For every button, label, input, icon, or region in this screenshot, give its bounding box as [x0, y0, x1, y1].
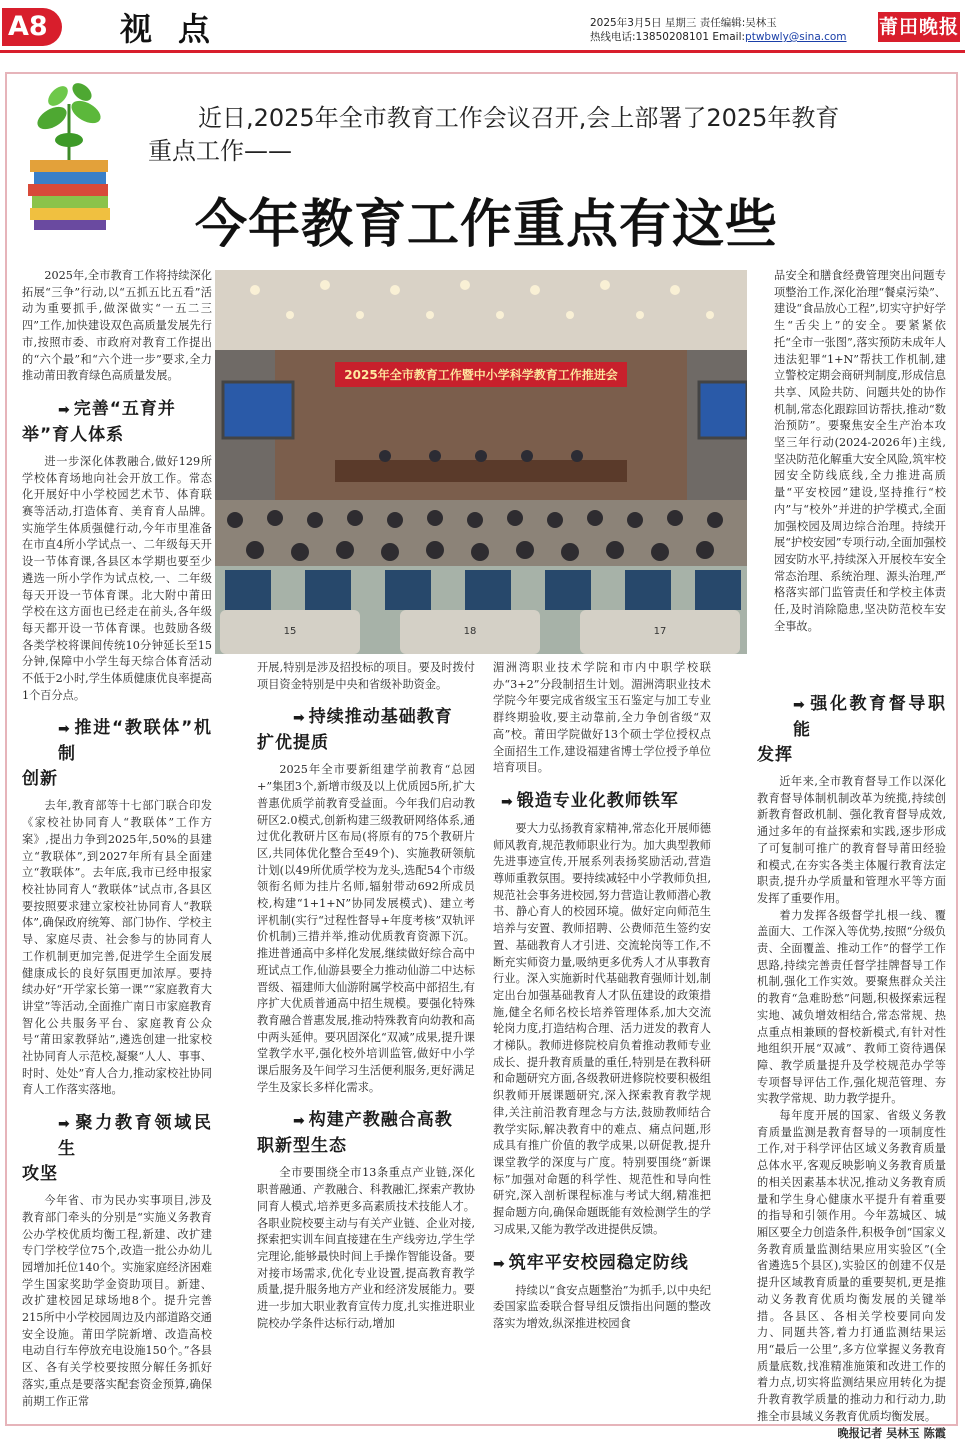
section-name: 视点 — [120, 10, 237, 48]
subheading-safe-campus: ➡ 筑牢平安校园稳定防线 — [493, 1252, 689, 1273]
arrow-icon: ➡ — [493, 1255, 506, 1272]
byline: 晚报记者 吴林玉 陈霞 — [837, 1426, 946, 1441]
body-paragraph: 今年省、市为民办实事项目,涉及教育部门牵头的分别是“实施义务教育公办学校优质均衡工程,新建、改扩建专门学校学位75个,改造一批公办幼儿园增加托位140个。实施家庭经济困难学生国家奖助学金资助项目。新建、改扩建校园足球场地8个。提升完善215所中小学校园周边及内部道路交通安全设施。莆田学院新增、改造高校电动自行车停放充电设施150个。”各县区、各有关学校要按照分解任务抓好落实,重点是要落实配套资金预算,确保前期工作正常 — [22, 1194, 212, 1408]
masthead-meta — [590, 16, 847, 44]
arrow-icon: ➡ — [58, 1116, 71, 1133]
presidium-table — [335, 460, 627, 482]
arrow-icon: ➡ — [793, 697, 806, 713]
body-paragraph: 去年,教育部等十七部门联合印发《家校社协同育人“教联体”工作方案》,提出力争到2025年,50%的县建立“教联体”,到2027年所有县全面建立“教联体”。去年底,我市已经申报家校社协同育人“教联体”试点市,各县区要按照要求建立家校社协同育人“教联体”,确保政府统筹、部门协作、学校主导、家庭尽责、社会参与的协同育人工作机制更加完善,促进学生全面发展健康成长的良好氛围更加浓厚。要持续办好“开学家长第一课”“家庭教育大讲堂”等活动,全面推广南日市家庭教育智化公共服务平台、家庭教育公众号“莆田家教驿站”,遴选创建一批家校社协同育人示范校,凝聚“人人、事事、时时、处处”育人合力,推动家校社协同育人工作落实落地。 — [22, 799, 212, 1097]
body-paragraph: 2025年全市要新组建学前教育“总园+”集团3个,新增市级及以上优质园5所,扩大普惠优质学前教育受益面。今年我们启动教研区2.0模式,创新构建三级教研网络体系,通过优化教研片区布局(将原有的75个教研片区,共同体优化整合至49个)、实施教研领航计划(以49所优质学校为龙头,选配54个市级领衔名师为挂片名师,辐射带动692所成员校,构建“1+1+N”协同发展模式)、建立考评机制(实行“过程性督导+年度考核”双轨评价机制)三措并举,推动优质教育资源下沉。推进普通高中多样化发展,继续做好综合高中班试点工作,仙游县要全力推动仙游二中达标晋级、福建师大仙游附属学校高中部招生,有序扩大优质普通高中招生规模。要强化特殊教育融合普惠发展,推动特殊教育向幼教和高中两头延伸。要巩固深化“双减”成果,提升课堂教学水平,强化校外培训监管,做好中小学课后服务及午间学习生活便利服务,更好满足学生及家长多样化需求。 — [257, 763, 475, 1094]
header-rule — [0, 50, 965, 53]
body-paragraph: 全市要围绕全市13条重点产业链,深化职普融通、产教融合、科教融汇,探索产教协同育人模式,培养更多高素质技术技能人才。各职业院校要主动与有关产业链、企业对接,探索把实训车间直接建在生产线旁边,学生学完理论,能够最快时间上手操作智能设备。要对接市场需求,优化专业设置,提高教育教学质量,提升服务地方产业和经济发展能力。要进一步加大职业教育宣传力度,扎实推进职业院校办学条件达标行动,增加 — [257, 1166, 475, 1330]
page-number: A8 — [2, 8, 62, 46]
right-screen — [699, 382, 747, 438]
meeting-banner-text: 2025年全市教育工作暨中小学科学教育工作推进会 — [344, 368, 618, 382]
date-line: 2025年3月5日 星期三 责任编辑:吴林玉 — [590, 17, 777, 29]
arrow-icon: ➡ — [501, 793, 514, 810]
table-number: 17 — [653, 626, 667, 637]
conference-photo — [215, 270, 747, 654]
column-1 — [22, 268, 212, 1410]
subheading-teachers: ➡ 锻造专业化教师铁军 — [501, 790, 679, 811]
body-paragraph: 进一步深化体教融合,做好129所学校体育场地向社会开放工作。常态化开展好中小学校园艺术节、体育联赛等活动,打造体育、美育育人品牌。实施学生体质强健行动,今年市里准备在市直4所小学试点一、二年级每天开设一节体育课,各县区本学期也要至少遴选一所小学作为试点校,一、二年级每天开设一节体育课。北大附中莆田学校在这方面也已经走在前头,各年级每天都开设一节体育课。也鼓励各级各类学校将课间传统10分钟延长至15分钟,保障中小学生每天综合体育活动不低于2小时,学生体质健康优良率提高1个百分点。 — [22, 454, 212, 702]
column-4 — [774, 268, 946, 635]
body-paragraph: 近年来,全市教育督导工作以深化教育督导体制机制改革为统揽,持续创新教育督政机制、强化教育督导成效,通过多年的有益探索和实践,逐步形成了可复制可推广的教育督导莆田经验和模式,在夯实各类主体履行教育法定职责,提升办学质量和管理水平等方面发挥了重要作用。 — [757, 775, 946, 905]
page-header — [0, 0, 965, 58]
arrow-icon: ➡ — [58, 401, 71, 418]
intro-paragraph: 2025年,全市教育工作将持续深化拓展“三争”行动,以“五抓五比五看”活动为重要抓手,做深做实“一五二三四”工作,加快建设双色高质量发展先行市,按照市委、市政府对教育工作提出的“六个最”和“六个进一步”要求,全力推动莆田教育绿色高质量发展。 — [22, 269, 212, 383]
column-2 — [257, 660, 475, 1333]
subheading-livelihood: ➡ 聚力教育领域民生 攻坚 — [22, 1113, 212, 1185]
subheading-jiaolianti: ➡ 推进“教联体”机制 创新 — [22, 718, 212, 790]
column-3 — [493, 660, 711, 1333]
arrow-icon: ➡ — [58, 721, 71, 738]
newspaper-logo: 莆田晚报 — [878, 12, 960, 42]
table-number: 18 — [463, 626, 477, 637]
editor-email[interactable]: ptwbwly@sina.com — [745, 31, 847, 43]
arrow-icon: ➡ — [293, 1113, 306, 1130]
article-headline: 今年教育工作重点有这些 — [195, 195, 779, 255]
subheading-industry-education: ➡ 构建产教融合高教 职新型生态 — [257, 1110, 453, 1157]
subheading-basic-education: ➡ 持续推动基础教育 扩优提质 — [257, 707, 453, 754]
body-paragraph: 着力发挥各级督学扎根一线、覆盖面大、工作深入等优势,按照“分级负责、全面覆盖、推动工作”的督学工作思路,持续完善责任督学挂牌督导工作机制,强化工作实效。要聚焦群众关注的教育“急难盼愁”问题,积极探索远程实地、减负增效相结合,常态常规、热点重点相兼顾的督校新模式,有针对性地组织开展“双减”、教师工资待遇保障、教学质量提升及学校规范办学等专项督导评估工作,强化规范管理、夯实教学常规、助力教学提升。 — [757, 908, 946, 1106]
body-paragraph: 开展,特别是涉及招投标的项目。要及时拨付项目资金特别是中央和省级补助资金。 — [257, 661, 475, 691]
body-paragraph: 要大力弘扬教育家精神,常态化开展师德师风教育,规范教师职业行为。加大典型教师先进事迹宣传,开展系列表扬奖励活动,营造尊师重教氛围。要持续减轻中小学教师负担,规范社会事务进校园,努力营造让教师潜心教书、静心育人的校园环境。做好定向师范生培养与安置、教师招聘、公费师范生签约安置、基础教育人才引进、交流轮岗等工作,不断充实师资力量,吸纳更多优秀人才从事教育行业。深入实施新时代基础教育强师计划,制定出台加强基础教育人才队伍建设的政策措施,健全名师名校长培养管理体系,加大交流轮岗力度,打造结构合理、活力迸发的教育人才梯队。教师进修院校肩负着推动教师专业成长、提升教育质量的重任,特别是在教科研和命题研究方面,各级教研进修院校要积极组织教师开展课题研究,深入探索教育教学规律,关注前沿教育理念与方法,鼓励教师结合教学实际,解决教育中的难点、痛点问题,形成具有推广价值的教学成果,以研促教,提升课堂教学的深度与广度。特别要围绕“新课标”加强对命题的科学性、规范性和导向性研究,深入剖析课程标准与考试大纲,精准把握命题方向,确保命题既能有效检测学生的学习成果,又能为教学改进提供反馈。 — [493, 821, 711, 1236]
books-plant-icon — [22, 82, 116, 232]
body-paragraph: 品安全和膳食经费管理突出问题专项整治工作,深化治理“餐桌污染”、建设“食品放心工程”,切实守护好学生“舌尖上”的安全。要紧紧依托“全市一张图”,落实预防未成年人违法犯罪“1+N”帮扶工作机制,建立警校定期会商研判制度,形成信息共享、风险共防、问题共处的协作机制,常态化跟踪回访帮扶,推动“数治预防”。要聚焦安全生产治本攻坚三年行动(2024-2026年)主线,坚决防范化解重大安全风险,筑牢校园安全防线底线,全力推进高质量“平安校园”建设,坚持推行“校内”与“校外”并进的护学模式,全面加强校园及周边综合治理。持续开展“护校安园”专项行动,全面加强校园安防水平,持续深入开展校车安全常态治理、系统治理、源头治理,严格落实部门监管责任和学校主体责任,及时消除隐患,坚决防范校车安全事故。 — [774, 269, 946, 633]
body-paragraph: 每年度开展的国家、省级义务教育质量监测是教育督导的一项制度性工作,对于科学评估区域义务教育质量总体水平,客观反映影响义务教育质量的相关因素基本状况,推动义务教育质量和学生身心健康水平提升有着重要的指导和引领作用。今年荔城区、城厢区要全力创造条件,积极争创“国家义务教育质量监测结果应用实验区”(全省遴选5个县区),实验区的创建不仅是提升区域教育质量的重要契机,更是推动义务教育优质均衡发展的关键举措。各县区、各相关学校要同向发力、同题共答,着力打通监测结果运用“最后一公里”,多方位掌握义务教育质量底数,找准精准施策和改进工作的着力点,切实将监测结果应用转化为提升教育教学质量的推动力和行动力,助推全市县域义务教育优质均衡发展。 — [757, 1109, 946, 1423]
hotline-text: 热线电话:13850208101 Email: — [590, 31, 746, 43]
body-paragraph: 持续以“食安点题整治”为抓手,以中央纪委国家监委联合督导组反馈指出问题的整改落实为增效,纵深推进校园食 — [493, 1283, 711, 1330]
hotline — [590, 30, 847, 44]
subheading-five-education: ➡ 完善“五育并 举”育人体系 — [22, 398, 176, 445]
arrow-icon: ➡ — [293, 710, 306, 727]
body-paragraph: 湄洲湾职业技术学院和市内中职学校联办“3+2”分段制招生计划。湄洲湾职业技术学院今年要完成省级宝玉石鉴定与加工专业群终期验收,要主动靠前,全力争创省级“双高”校。莆田学院做好13个硕士学位授权点全面招生工作,建设福建省博士学位授予单位培育项目。 — [493, 661, 711, 775]
article-kicker: 近日,2025年全市教育工作会议召开,会上部署了2025年教育重点工作—— — [148, 104, 840, 165]
left-screen — [223, 382, 293, 438]
subheading-supervision: ➡ 强化教育督导职能 发挥 — [757, 694, 946, 765]
column-4-lower — [757, 680, 946, 1443]
table-number: 15 — [283, 626, 297, 637]
